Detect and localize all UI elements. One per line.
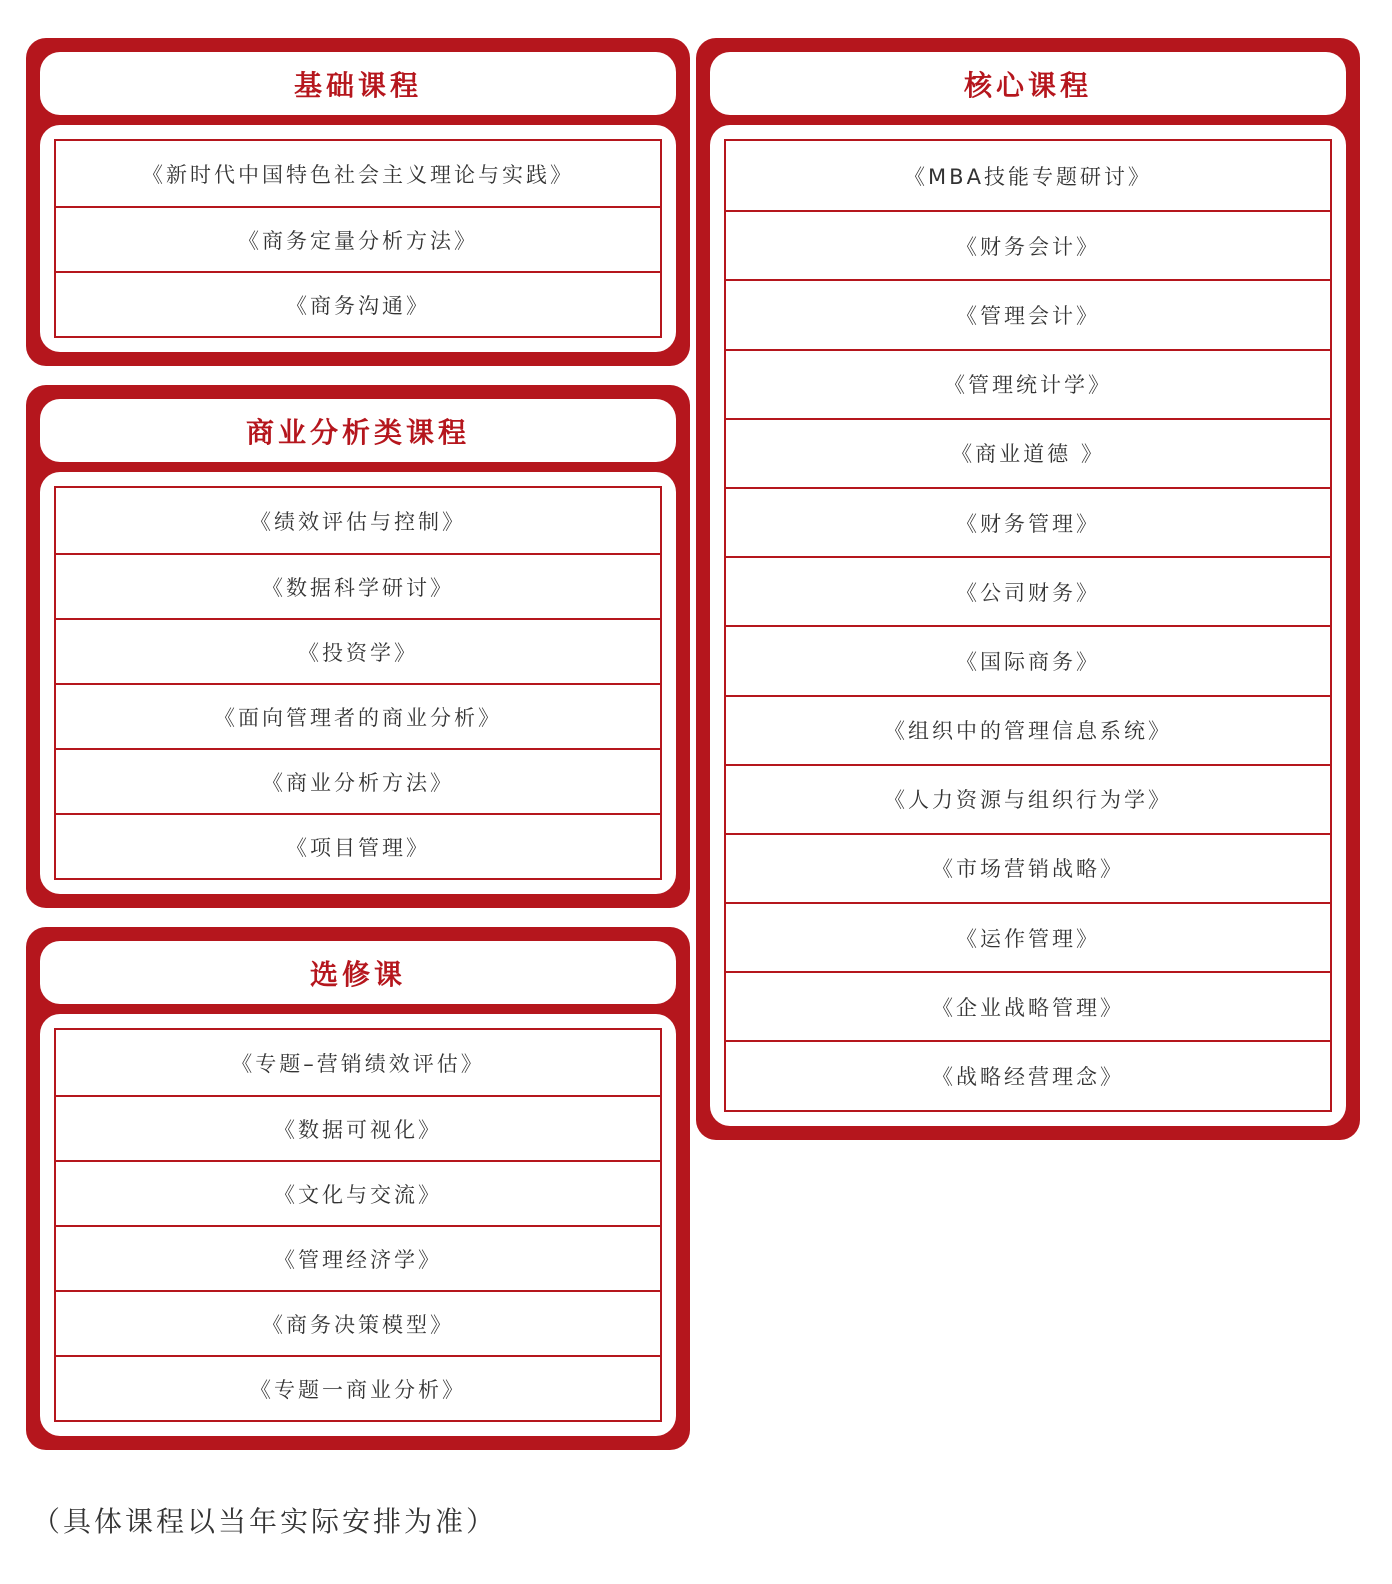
course-table [54,486,662,880]
course-row: 《财务会计》 [726,210,1330,279]
course-row: 《商务定量分析方法》 [56,206,660,271]
course-row: 《绩效评估与控制》 [250,509,466,534]
course-row: 《专题–营销绩效评估》 [231,1051,485,1076]
section-business-analytics [26,385,690,908]
course-row: 《管理会计》 [726,279,1330,348]
section-basic-courses [26,38,690,366]
section-electives [26,927,690,1450]
course-row: 《管理经济学》 [56,1225,660,1290]
course-row: 《运作管理》 [726,902,1330,971]
course-row: 《公司财务》 [726,556,1330,625]
section-title: 商业分析类课程 [245,415,470,449]
course-row: 《MBA技能专题研讨》 [904,164,1152,189]
section-title: 选修课 [309,957,406,991]
footnote: （具体课程以当年实际安排为准） [32,1505,498,1538]
section-title: 基础课程 [293,68,422,102]
course-table [54,139,662,338]
course-row: 《数据可视化》 [56,1095,660,1160]
course-row: 《专题一商业分析》 [56,1355,660,1420]
course-row: 《投资学》 [56,618,660,683]
section-header [40,52,676,115]
section-body [40,1014,676,1436]
course-row: 《组织中的管理信息系统》 [726,695,1330,764]
section-title: 核心课程 [963,68,1092,102]
section-core-courses [696,38,1360,1140]
course-row: 《人力资源与组织行为学》 [726,764,1330,833]
course-row: 《商业分析方法》 [56,748,660,813]
course-row: 《企业战略管理》 [726,971,1330,1040]
section-header [40,399,676,462]
course-row: 《市场营销战略》 [726,833,1330,902]
course-row: 《文化与交流》 [56,1160,660,1225]
course-table [54,1028,662,1422]
course-row: 《商务决策模型》 [56,1290,660,1355]
section-header [40,941,676,1004]
section-body [710,125,1346,1126]
course-row: 《新时代中国特色社会主义理论与实践》 [142,162,574,187]
course-row: 《面向管理者的商业分析》 [56,683,660,748]
course-row: 《商务沟通》 [56,271,660,336]
section-header [710,52,1346,115]
course-table [724,139,1332,1112]
course-row: 《数据科学研讨》 [56,553,660,618]
section-body [40,125,676,352]
course-row: 《项目管理》 [56,813,660,878]
course-row: 《国际商务》 [726,625,1330,694]
course-row: 《财务管理》 [726,487,1330,556]
course-row: 《战略经营理念》 [726,1040,1330,1109]
course-row: 《管理统计学》 [726,349,1330,418]
section-body [40,472,676,894]
course-row: 《商业道德 》 [726,418,1330,487]
